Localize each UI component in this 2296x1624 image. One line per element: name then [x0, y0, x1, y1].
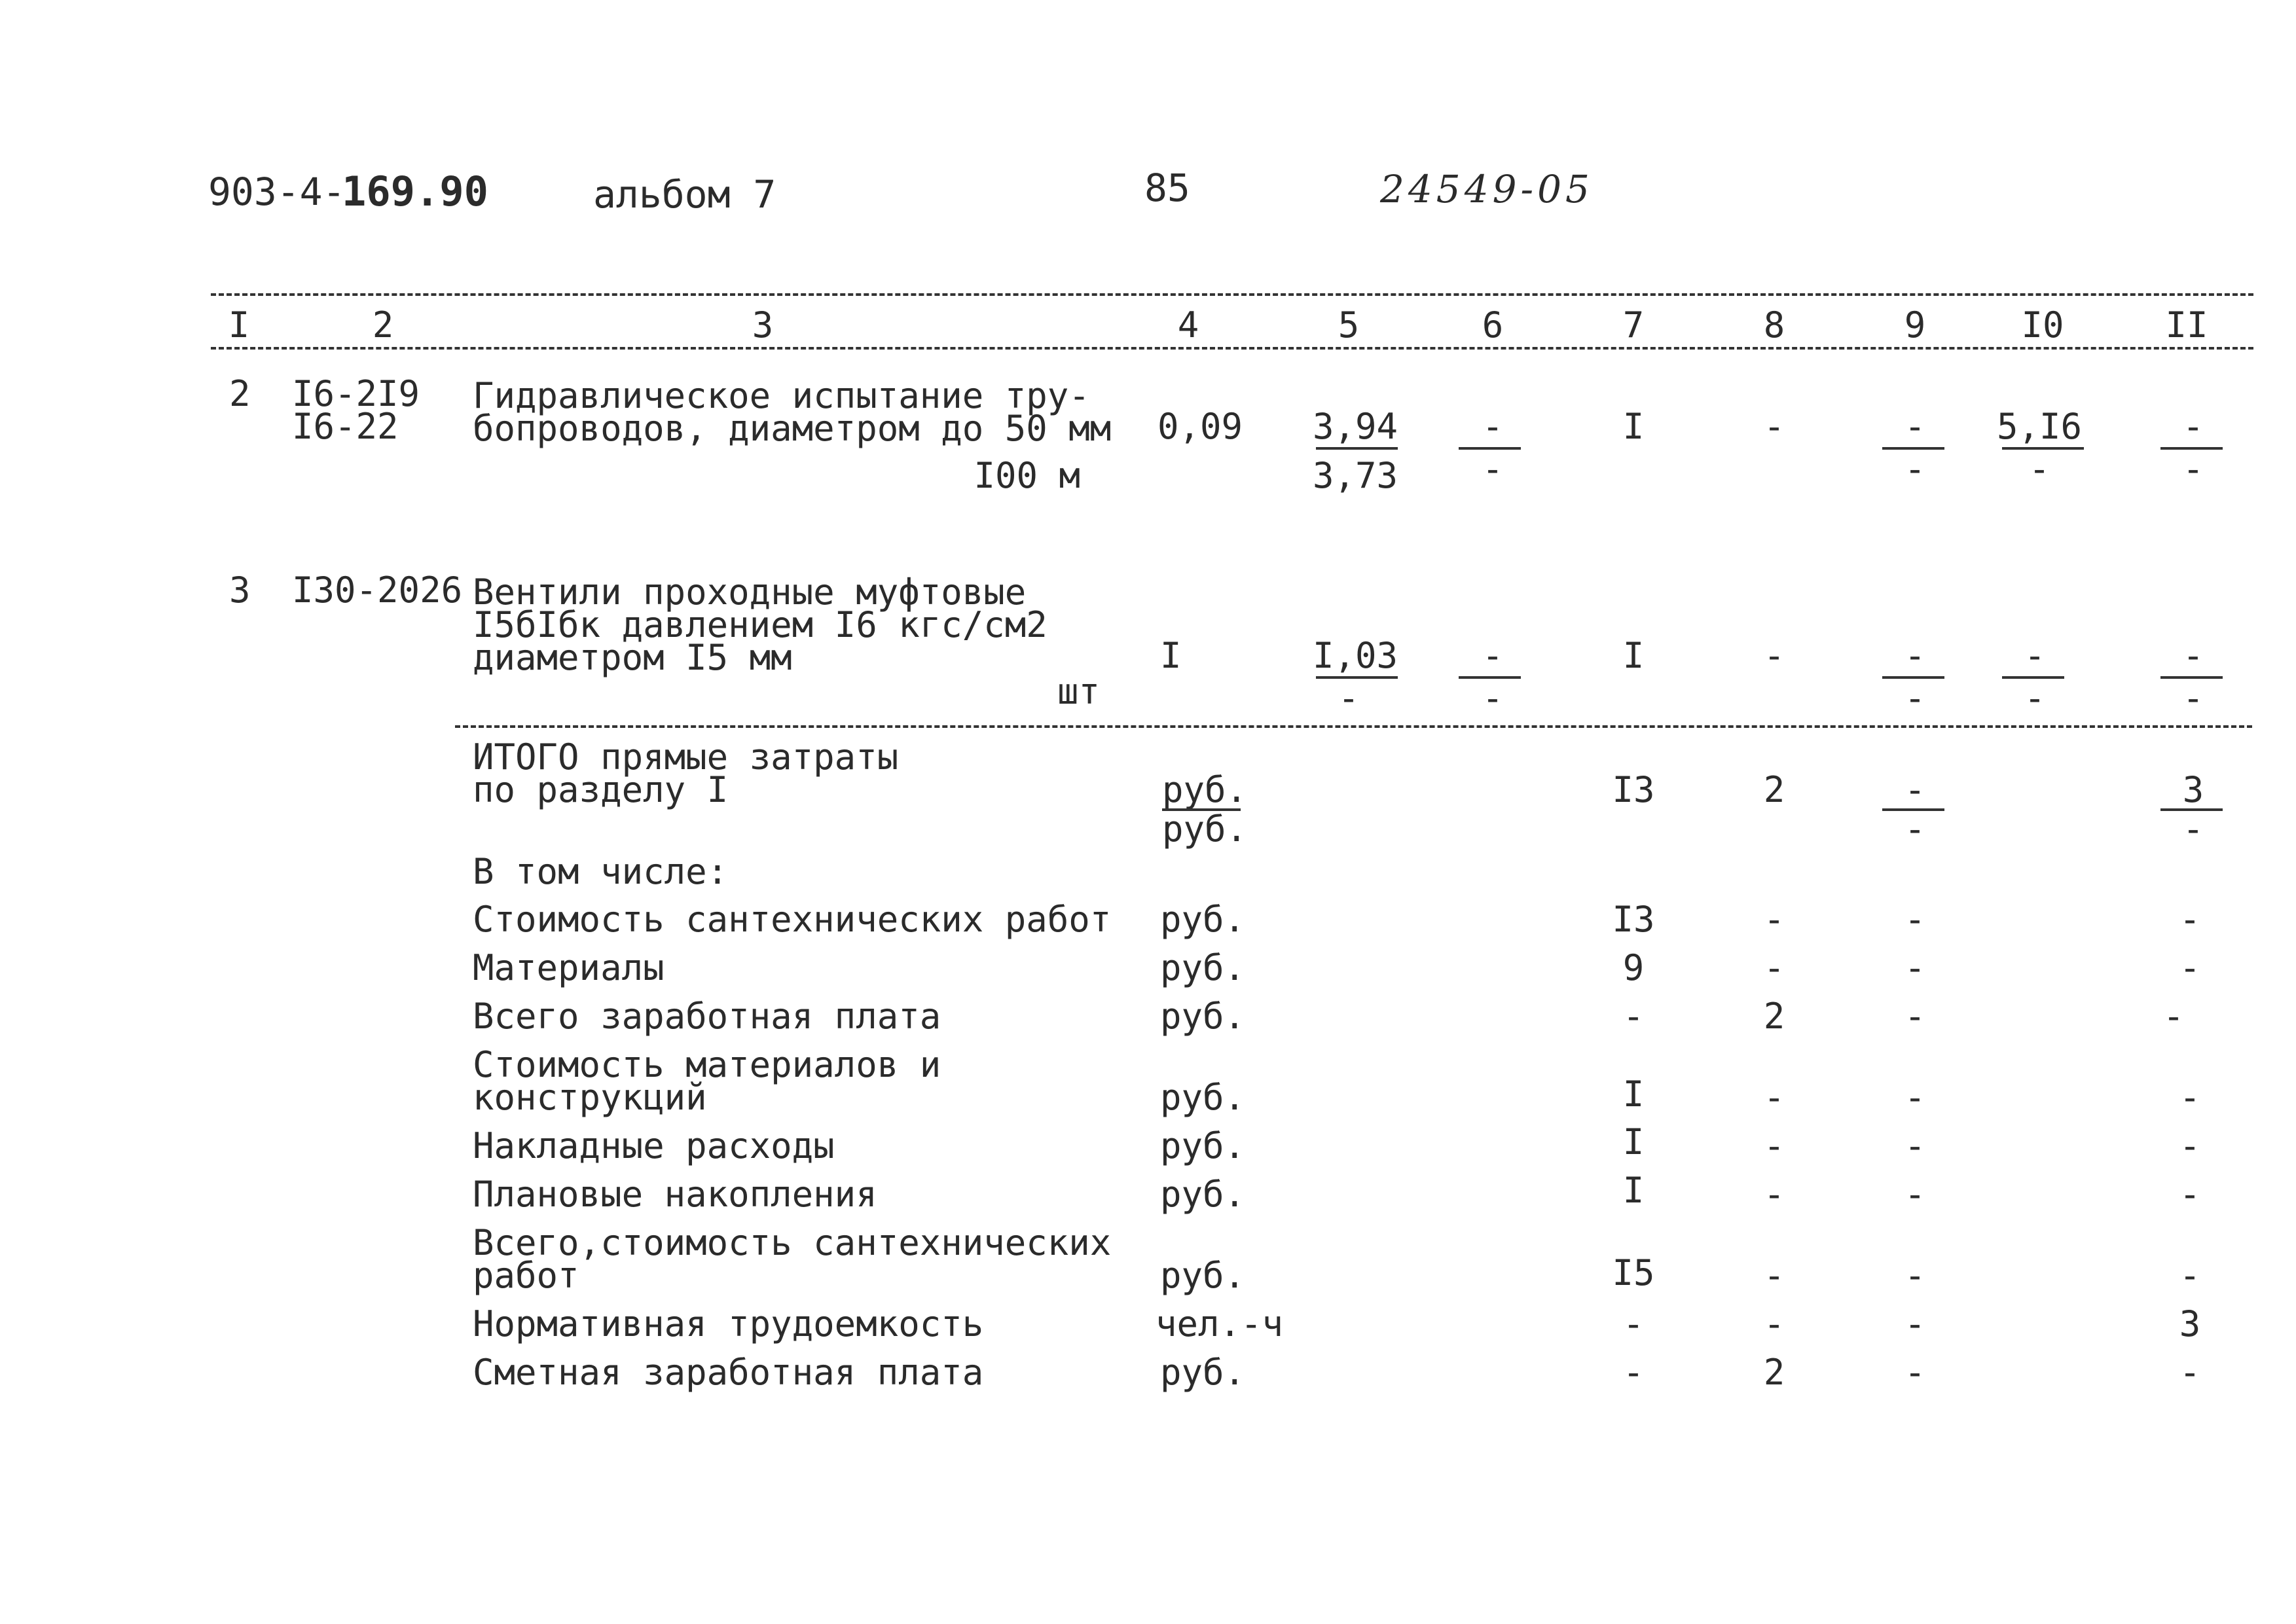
col-header-7: 7	[1622, 304, 1645, 346]
summary-col11: -	[2179, 1174, 2201, 1215]
summary-unit: руб.	[1160, 1125, 1246, 1166]
col-header-4: 4	[1177, 304, 1199, 346]
cell-col11-top: -	[2182, 635, 2204, 676]
summary-col11: -	[2179, 899, 2201, 940]
summary-col7: I	[1622, 1074, 1645, 1115]
cell-col11-top: -	[2182, 406, 2204, 447]
summary-label: Плановые накопления	[473, 1174, 877, 1215]
total-col8: 2	[1763, 769, 1785, 810]
summary-col9: -	[1904, 1077, 1926, 1118]
cell-col11-bottom: -	[2182, 448, 2204, 490]
row-number: 2	[229, 373, 251, 414]
cell-col10-top: 5,I6	[1996, 406, 2083, 447]
col-header-3: 3	[752, 304, 774, 346]
cell-col9-bottom: -	[1904, 677, 1926, 719]
document-code-number: 169.90	[342, 168, 488, 215]
summary-label: Накладные расходы	[473, 1125, 835, 1166]
total-col9-top: -	[1904, 769, 1926, 810]
quantity: I	[1160, 635, 1182, 676]
work-description: Вентили проходные муфтовые	[473, 571, 1027, 613]
summary-col7: I	[1622, 1170, 1645, 1211]
summary-col11: -	[2179, 1077, 2201, 1118]
summary-label: конструкций	[473, 1077, 707, 1118]
total-col11-top: 3	[2182, 769, 2204, 810]
cell-col9-top: -	[1904, 406, 1926, 447]
summary-col11: -	[2179, 1255, 2201, 1296]
rate-code: I6-22	[292, 406, 399, 447]
total-separator-rule	[455, 725, 2252, 728]
cell-col7: I	[1622, 635, 1645, 676]
summary-unit: руб.	[1160, 899, 1246, 940]
cell-col9-bottom: -	[1904, 448, 1926, 490]
cell-col6-bottom: -	[1482, 448, 1504, 490]
summary-col11: -	[2162, 996, 2185, 1037]
cell-col5-bottom: -	[1338, 677, 1360, 719]
summary-label: работ	[473, 1255, 579, 1296]
summary-col8: 2	[1763, 996, 1785, 1037]
summary-unit: руб.	[1160, 1352, 1246, 1393]
summary-col8: -	[1763, 1077, 1785, 1118]
summary-col9: -	[1904, 947, 1926, 988]
summary-col8: -	[1763, 899, 1785, 940]
summary-unit: руб.	[1160, 996, 1246, 1037]
summary-label: Сметная заработная плата	[473, 1352, 984, 1393]
table-header-rule	[211, 347, 2253, 350]
summary-label: Всего,стоимость сантехнических	[473, 1222, 1112, 1263]
summary-col7: -	[1622, 1352, 1645, 1393]
total-unit-bottom: руб.	[1162, 808, 1248, 850]
page-number: 85	[1144, 166, 1190, 210]
unit-of-measure: I00 м	[974, 455, 1080, 496]
summary-col9: -	[1904, 1174, 1926, 1215]
total-label: ИТОГО прямые затраты	[473, 736, 899, 778]
cell-col8: -	[1763, 406, 1785, 447]
cell-col11-bottom: -	[2182, 677, 2204, 719]
summary-col7: 9	[1622, 947, 1645, 988]
unit-of-measure: шт	[1057, 671, 1101, 712]
rate-code: I6-2I9	[292, 373, 420, 414]
total-unit-top: руб.	[1162, 769, 1248, 810]
work-description: I5бIбк давлением I6 кгс/см2	[473, 604, 1048, 645]
work-description: диаметром I5 мм	[473, 637, 792, 678]
summary-col8: -	[1763, 947, 1785, 988]
cell-col6-top: -	[1482, 635, 1504, 676]
summary-col9: -	[1904, 996, 1926, 1037]
document-inventory-number: 24549-05	[1380, 167, 1594, 211]
work-description: Гидравлическое испытание тру-	[473, 375, 1090, 416]
summary-col8: -	[1763, 1303, 1785, 1344]
col-header-8: 8	[1763, 304, 1785, 346]
col-header-10: I0	[2021, 304, 2064, 346]
fraction-line	[1316, 447, 1398, 450]
rate-code: I30-2026	[292, 569, 463, 611]
cell-col6-bottom: -	[1482, 677, 1504, 719]
work-description: бопроводов, диаметром до 50 мм	[473, 408, 1112, 449]
col-header-2: 2	[372, 304, 394, 346]
table-top-rule	[211, 293, 2253, 296]
cell-col8: -	[1763, 635, 1785, 676]
total-col11-bottom: -	[2182, 808, 2204, 850]
summary-col9: -	[1904, 1125, 1926, 1166]
col-header-11: II	[2165, 304, 2208, 346]
summary-col8: -	[1763, 1125, 1785, 1166]
cell-col5-bottom: 3,73	[1312, 455, 1398, 496]
col-header-1: I	[228, 304, 250, 346]
total-col7: I3	[1612, 769, 1655, 810]
summary-col9: -	[1904, 1255, 1926, 1296]
cell-col10-bottom: -	[2028, 448, 2050, 490]
cell-col10-top: -	[2024, 635, 2046, 676]
summary-col7: I5	[1612, 1252, 1655, 1293]
summary-label: Стоимость сантехнических работ	[473, 899, 1112, 940]
col-header-9: 9	[1904, 304, 1926, 346]
summary-label: Материалы	[473, 947, 665, 988]
cell-col9-top: -	[1904, 635, 1926, 676]
summary-col8: -	[1763, 1174, 1785, 1215]
quantity: 0,09	[1157, 406, 1243, 447]
summary-col7: -	[1622, 1303, 1645, 1344]
total-label: по разделу I	[473, 769, 729, 810]
document-code-prefix: 903-4-	[208, 170, 346, 214]
summary-col8: 2	[1763, 1352, 1785, 1393]
summary-col7: -	[1622, 996, 1645, 1037]
summary-col11: -	[2179, 947, 2201, 988]
row-number: 3	[229, 569, 251, 611]
summary-unit: руб.	[1160, 1077, 1246, 1118]
cell-col6-top: -	[1482, 406, 1504, 447]
cell-col7: I	[1622, 406, 1645, 447]
summary-unit: чел.-ч	[1156, 1303, 1284, 1344]
cell-col5-top: I,03	[1312, 635, 1398, 676]
summary-label: Всего заработная плата	[473, 996, 941, 1037]
cell-col10-bottom: -	[2024, 677, 2046, 719]
total-col9-bottom: -	[1904, 808, 1926, 850]
summary-col9: -	[1904, 899, 1926, 940]
summary-col9: -	[1904, 1303, 1926, 1344]
summary-col8: -	[1763, 1255, 1785, 1296]
col-header-6: 6	[1482, 304, 1504, 346]
summary-label: Нормативная трудоемкость	[473, 1303, 984, 1344]
summary-col7: I3	[1612, 899, 1655, 940]
col-header-5: 5	[1338, 304, 1360, 346]
album-label: альбом 7	[593, 172, 776, 217]
including-label: В том числе:	[473, 851, 729, 892]
summary-unit: руб.	[1160, 947, 1246, 988]
summary-unit: руб.	[1160, 1174, 1246, 1215]
summary-col9: -	[1904, 1352, 1926, 1393]
summary-col11: 3	[2179, 1303, 2201, 1344]
summary-col7: I	[1622, 1121, 1645, 1163]
summary-col11: -	[2179, 1352, 2201, 1393]
summary-col11: -	[2179, 1125, 2201, 1166]
cell-col5-top: 3,94	[1312, 406, 1398, 447]
summary-label: Стоимость материалов и	[473, 1044, 941, 1085]
summary-unit: руб.	[1160, 1255, 1246, 1296]
